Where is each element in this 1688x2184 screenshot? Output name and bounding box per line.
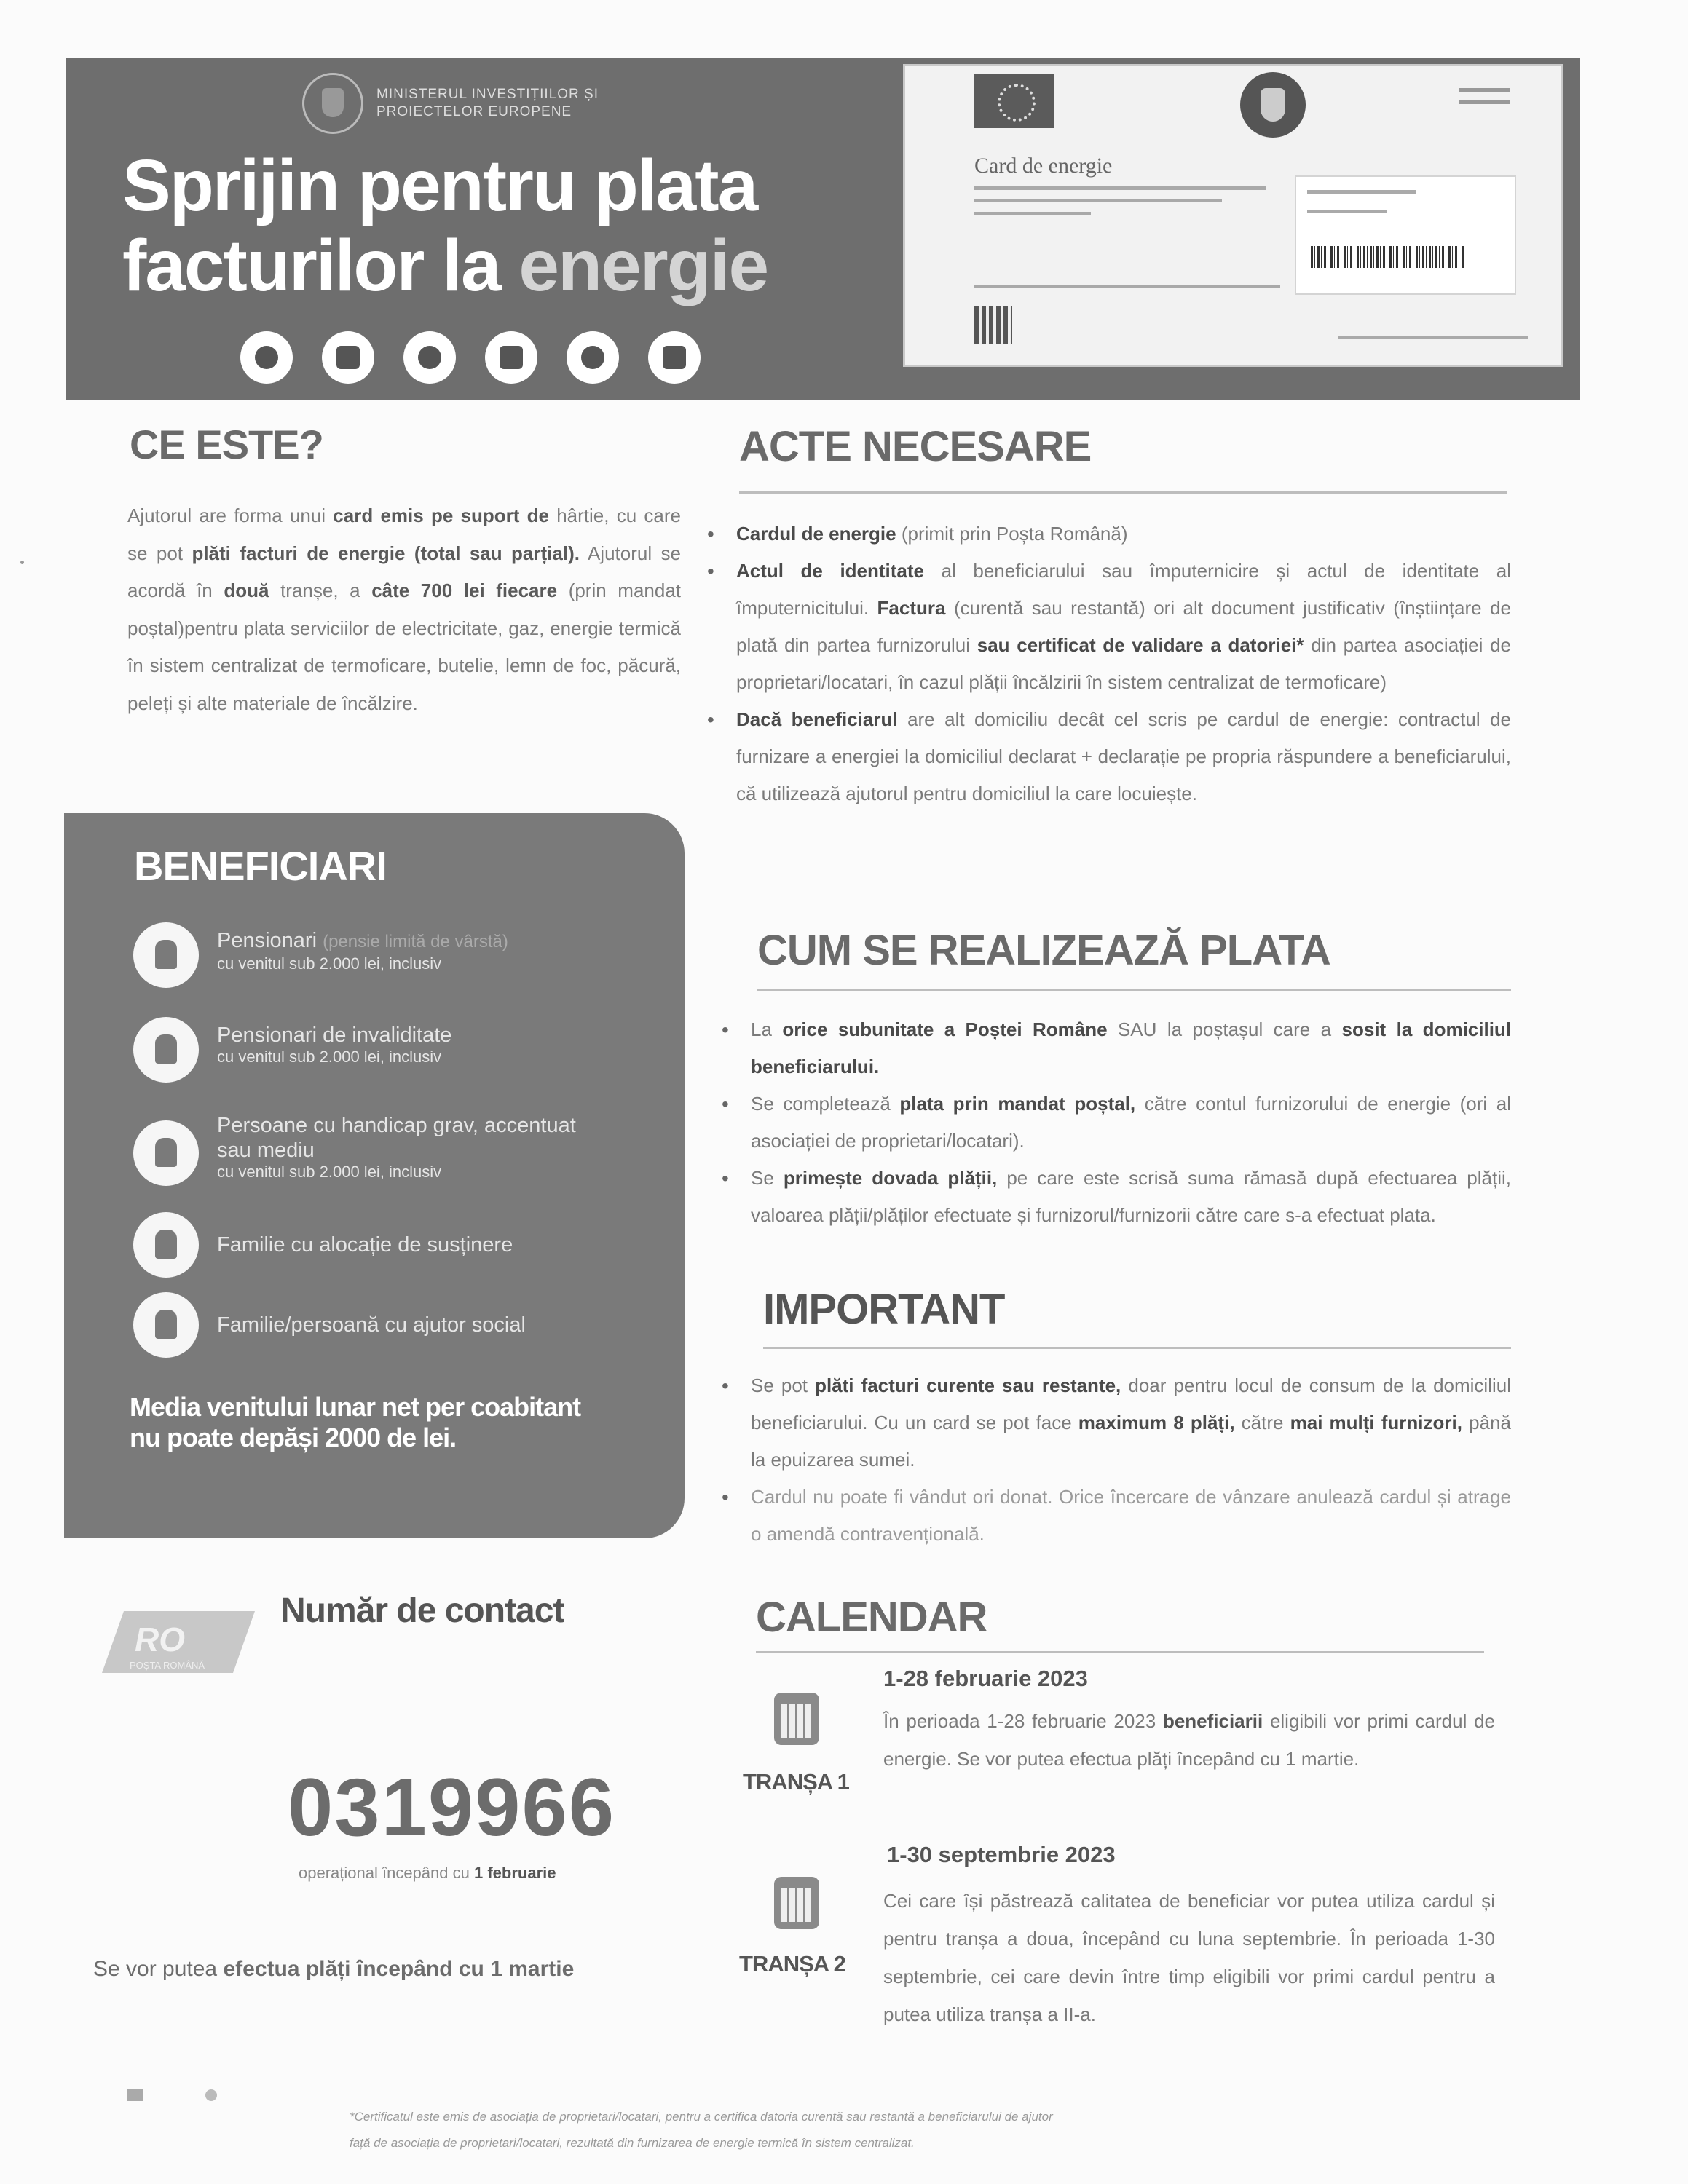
acte-necesare-list — [703, 515, 1511, 812]
family-hands-icon — [133, 1212, 199, 1278]
government-emblem-icon — [1240, 72, 1306, 138]
text-bold: beneficiarii — [1162, 1710, 1263, 1732]
text-bold: sau certificat de validare a datoriei* — [977, 634, 1304, 656]
card-text-line — [974, 285, 1280, 288]
text: are alt domiciliu decât cel scris pe cardul de energie: contractul de furnizare a energiei la domiciliul declarat + — [736, 708, 1512, 767]
pellets-icon — [567, 331, 619, 384]
calendar-icon — [774, 1877, 819, 1929]
text-bold: plăti facturi de energie — [192, 542, 406, 564]
section-divider — [757, 989, 1511, 991]
ministry-logo — [302, 73, 617, 134]
text: (curentă sau restantă) ori alt document justificativ (înștiințare de plată din partea furnizorului — [736, 597, 1511, 656]
firewood-icon — [485, 331, 537, 384]
text: declarație pe propria răspundere a beneficiarului, că utilizează ajutorul pentru domiciliul la care locuiește. — [736, 745, 1511, 804]
card-text-line — [1307, 190, 1416, 194]
text: tranșe, a — [280, 579, 360, 601]
romania-coat-of-arms-icon — [302, 73, 363, 134]
social-aid-icon — [133, 1292, 199, 1358]
text-bold: mai mulți furnizori, — [1290, 1412, 1462, 1433]
card-text-line — [1307, 210, 1387, 213]
ce-este-heading: CE ESTE? — [130, 422, 323, 467]
utility-icons — [240, 331, 701, 384]
income-limit-line-1: Media venitului lunar net per coabitant — [130, 1392, 581, 1422]
calendar-icon — [774, 1693, 819, 1745]
cum-se-realizeaza-plata-heading: CUM SE REALIZEAZĂ PLATA — [757, 927, 1330, 974]
card-info-panel — [1295, 175, 1516, 295]
beneficiary-title-2: sau mediu — [217, 1139, 315, 1162]
barcode-icon — [1311, 246, 1464, 268]
text: Cardul nu poate fi vândut ori donat. Orice încercare de vânzare anulează cardul și atrage o amendă contravențională. — [751, 1486, 1511, 1545]
text-bold: card emis pe suport de — [333, 505, 549, 526]
text: hârtie, cu care se pot — [127, 505, 681, 564]
income-limit-note — [130, 1392, 654, 1453]
list-item — [717, 1479, 1511, 1553]
text-bold: sosit la domiciliul beneficiarului. — [751, 1018, 1512, 1077]
heating-radiator-icon — [322, 331, 374, 384]
section-divider — [756, 1651, 1484, 1653]
text: până la epuizarea sumei. — [751, 1412, 1511, 1471]
web-icon — [205, 2089, 217, 2101]
beneficiary-subtitle: cu venitul sub 2.000 lei, inclusiv — [217, 1163, 442, 1181]
card-text-line — [974, 186, 1266, 190]
text-bold: (total sau parțial). — [414, 542, 580, 564]
margin-dot — [20, 561, 24, 564]
beneficiary-text — [217, 1113, 576, 1182]
text-bold: primește dovada plății, — [783, 1167, 998, 1189]
card-text-line — [974, 199, 1222, 202]
contact-phone-number: 0319966 — [288, 1762, 616, 1853]
transa-2-date: 1-30 septembrie 2023 — [887, 1842, 1116, 1867]
calendar-heading: CALENDAR — [756, 1594, 987, 1641]
title-highlight: energie — [518, 225, 768, 306]
text-bold: orice subunitate a Poștei Române — [782, 1018, 1108, 1040]
beneficiari-heading: BENEFICIARI — [134, 843, 387, 889]
list-item — [717, 1160, 1511, 1234]
qr-code-icon — [974, 306, 1012, 344]
beneficiary-text — [217, 928, 508, 973]
text: doar pentru locul de consum de la domiciliul beneficiarului. Cu un card se pot face — [751, 1374, 1511, 1433]
text: și alte materiale de încălzire. — [178, 692, 418, 714]
text: (prin mandat — [568, 579, 682, 601]
beneficiary-subtitle: cu venitul sub 2.000 lei, inclusiv — [217, 954, 442, 973]
svg-text:RO: RO — [135, 1621, 185, 1658]
beneficiary-extra: (pensie limită de vârstă) — [323, 932, 508, 951]
header-banner — [66, 58, 1580, 400]
text: În perioada 1-28 februarie 2023 — [883, 1710, 1156, 1732]
text: din partea asociației de proprietari/locatari, în cazul plății încălzirii în sistem centralizat de termoficare) — [736, 634, 1512, 693]
electricity-icon — [240, 331, 293, 384]
text: către contul furnizorului de energie (ori al asociației de proprietari/locatari). — [751, 1093, 1511, 1152]
ce-este-paragraph — [127, 497, 681, 722]
text: SAU la poștașul care a — [1117, 1018, 1332, 1040]
text: termoficare, butelie, lemn de foc, păcură, peleți — [127, 654, 681, 714]
text-bold: Dacă beneficiarul — [736, 708, 898, 730]
card-title: Card de energie — [974, 154, 1113, 178]
text: eligibili vor primi cardul de energie. Se vor putea efectua plăți începând cu 1 martie. — [883, 1710, 1495, 1770]
text-bold: Cardul de energie — [736, 523, 896, 545]
text-bold: două — [224, 579, 269, 601]
text-bold: 1 februarie — [473, 1864, 556, 1882]
text: Se pot — [751, 1374, 808, 1396]
card-text-line — [974, 212, 1091, 215]
text: Ajutorul are forma unui — [127, 505, 326, 526]
eu-flag-icon — [974, 74, 1054, 128]
important-list — [717, 1367, 1511, 1553]
phone-operational-note — [299, 1864, 556, 1883]
important-heading: IMPORTANT — [763, 1286, 1005, 1333]
text: al beneficiarului sau împuternicire și actul de identitate al împuternicitului. — [736, 560, 1511, 619]
section-divider — [763, 1347, 1511, 1349]
text: poștal)pentru plata serviciilor de electricitate, — [127, 617, 503, 639]
text: (primit prin Poșta Română) — [901, 523, 1128, 545]
text: Se — [751, 1167, 774, 1189]
section-divider — [739, 491, 1507, 494]
title-line-1: Sprijin pentru plata — [122, 145, 757, 226]
text-bold: plata prin mandat poștal, — [899, 1093, 1136, 1115]
list-item — [703, 701, 1511, 812]
text-bold: efectua plăți începând cu 1 martie — [223, 1957, 575, 1981]
elderly-couple-icon — [133, 922, 199, 988]
list-item — [703, 515, 1511, 553]
text-bold: Actul de identitate — [736, 560, 925, 582]
beneficiary-title: Familie cu alocație de susținere — [217, 1233, 513, 1257]
energy-card-image — [903, 64, 1563, 367]
title-line-2-text: facturilor la — [122, 225, 500, 306]
acte-necesare-heading: ACTE NECESARE — [739, 423, 1092, 470]
page-title — [122, 146, 768, 306]
text: către — [1241, 1412, 1284, 1433]
text: Se completează — [751, 1093, 891, 1115]
text: La — [751, 1018, 772, 1040]
text: operațional începând cu — [299, 1864, 470, 1882]
plata-steps-list — [717, 1011, 1511, 1234]
transa-2-text: Cei care își păstrează calitatea de beneficiar vor putea utiliza cardul și pentru tranșa a doua, începând cu luna septembrie. În perioada 1-30 septembrie, cei care devin între timp eligibili vor primi cardul pentru a putea utiliza tranșa a II-a. — [883, 1890, 1495, 2025]
beneficiary-title: Pensionari de invaliditate — [217, 1024, 452, 1047]
wheelchair-icon — [133, 1120, 199, 1186]
title-line-2 — [122, 226, 768, 306]
beneficiary-title: Familie/persoană cu ajutor social — [217, 1313, 526, 1337]
posta-logo-text: POȘTA ROMÂNĂ — [130, 1660, 205, 1671]
card-text-line — [1338, 336, 1528, 339]
text-bold: plăti facturi curente sau restante, — [815, 1374, 1121, 1396]
beneficiary-title: Pensionari — [217, 929, 318, 952]
transa-1-text — [883, 1702, 1495, 1778]
beneficiary-title: Persoane cu handicap grav, accentuat — [217, 1114, 576, 1137]
text: Ajutorul se acordă în — [127, 542, 681, 601]
footnote — [350, 2104, 1500, 2156]
text-bold: maximum 8 plăți, — [1078, 1412, 1235, 1433]
list-item — [703, 553, 1511, 701]
income-limit-line-2: nu poate depăși 2000 de lei. — [130, 1423, 457, 1452]
transa-2-label: TRANȘA 2 — [739, 1951, 845, 1977]
beneficiary-text — [217, 1023, 451, 1067]
ministry-name: MINISTERUL INVESTIȚIILOR ȘI PROIECTELOR EUROPENE — [376, 87, 599, 119]
beneficiari-panel — [64, 813, 685, 1538]
beneficiary-text — [217, 1233, 513, 1257]
list-item — [717, 1085, 1511, 1160]
gas-cylinder-icon — [648, 331, 701, 384]
text-bold: câte 700 lei fiecare — [371, 579, 558, 601]
contact-heading: Număr de contact — [280, 1591, 564, 1630]
posta-romana-logo — [102, 1607, 255, 1677]
footnote-line-1: *Certificatul este emis de asociația de proprietari/locatari, pentru a certifica datoria curentă sau restantă a beneficiarului de ajutor — [350, 2110, 1053, 2124]
payments-start-note — [93, 1957, 574, 1982]
person-with-cane-icon — [133, 1017, 199, 1083]
text: gaz, energie termică în sistem centralizat de — [127, 617, 681, 676]
footer-icons — [127, 2089, 217, 2101]
text-bold: Factura — [877, 597, 946, 619]
text: Se vor putea — [93, 1957, 218, 1981]
beneficiary-text — [217, 1313, 526, 1337]
gas-flame-icon — [403, 331, 456, 384]
transa-1-date: 1-28 februarie 2023 — [883, 1666, 1088, 1691]
envelope-icon — [127, 2089, 143, 2101]
card-issuer-mark — [1429, 81, 1539, 124]
footnote-line-2: față de asociația de proprietari/locatari, rezultată din furnizarea de energie termică în sistem centralizat. — [350, 2136, 915, 2150]
transa-1-label: TRANȘA 1 — [743, 1769, 849, 1795]
text: pe care este scrisă suma rămasă după efectuarea plății, valoarea plății/plăților efectuate și furnizorul/furnizorii către care s-a efectuat plata. — [751, 1167, 1511, 1226]
beneficiary-subtitle: cu venitul sub 2.000 lei, inclusiv — [217, 1048, 442, 1066]
list-item — [717, 1011, 1511, 1085]
list-item — [717, 1367, 1511, 1479]
